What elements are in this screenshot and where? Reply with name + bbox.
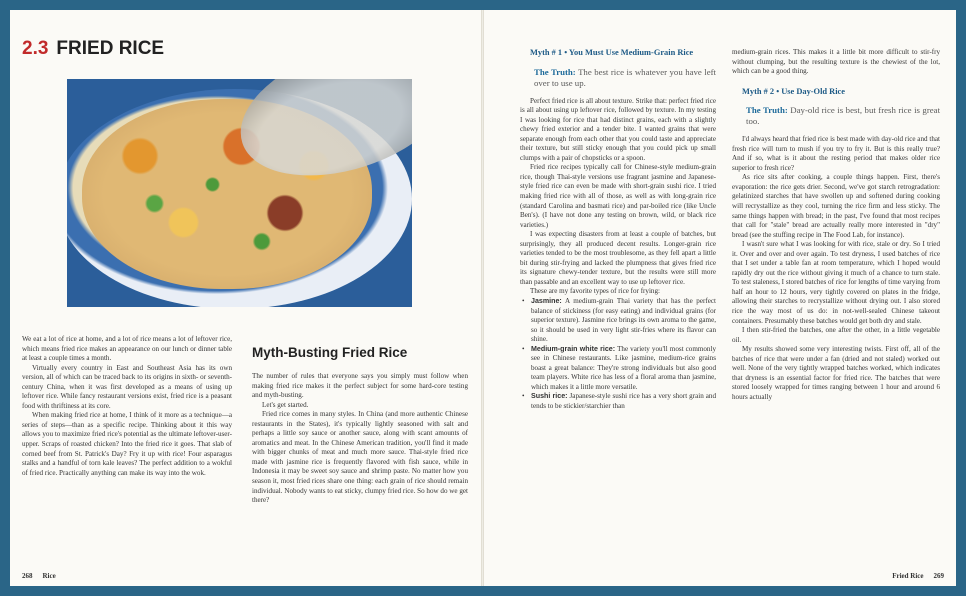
intro-column: [22, 335, 232, 478]
col1-paragraph-3: I was expecting disasters from at least a couple of batches, but surprisingly, they all produced decent results. Longer-grain rice varieties tended to be the most troublesome, as they fell apart a little bit during stir-frying and lacked the plumpness that gives fried rice its signature chewy-tender texture, but the results were still more than passable and an excellent way to use up leftover rice.: [520, 230, 716, 286]
intro-paragraph-2: Virtually every country in East and Southeast Asia has its own version, all of which can be traced back to its origins in sixth- or seventh-century China, when it was first developed as a means of using up leftover rice. While fancy restaurant versions exist, fried rice is a peasant food with thriftiness at its core.: [22, 363, 232, 410]
col2-paragraph-5: My results showed some very interesting twists. First off, all of the batches of rice that were under a fan (dried and not staled) worked out well. None of the very tightly wrapped batches worked, which indicates that dryness is an essential factor for fried rice. The batches that were stored loosely wrapped for times ranging between 1 hour and around 6 hours actually: [732, 345, 940, 401]
myth-intro-column: [252, 372, 468, 506]
myth1-truth: [534, 67, 716, 89]
myth1-title: Myth # 1 • You Must Use Medium-Grain Rice: [530, 48, 694, 57]
col1-paragraph-1: Perfect fried rice is all about texture. Strike that: perfect fried rice is all about using up leftover rice, followed by texture. In my testing I was looking for rice that had distinct grains, each with a slightly chewy fried exterior and a tender bite. I wanted grains that were separate enough from each other that you could taste and appreciate their texture, but still sticky enough that you could pick up small clumps with a pair of chopsticks or a spoon.: [520, 96, 716, 162]
chapter-number: 2.3: [22, 38, 49, 59]
chapter-title: [22, 38, 164, 60]
right-folio: [892, 572, 944, 580]
bullet-sushi-term: Sushi rice:: [531, 392, 568, 401]
bullet-medium-grain-term: Medium-grain white rice:: [531, 344, 616, 353]
fried-rice-photo: [67, 79, 412, 307]
left-running-head: Rice: [42, 572, 56, 580]
right-running-head: Fried Rice: [892, 572, 924, 580]
left-page: [10, 10, 482, 586]
section-heading: Myth-Busting Fried Rice: [252, 345, 408, 360]
myth2-truth-text: Day-old rice is best, but fresh rice is great too.: [746, 105, 941, 127]
right-column-2: [732, 48, 940, 402]
col1-paragraph-2: Fried rice recipes typically call for Chinese-style medium-grain rice, though Thai-style versions use fragrant jasmine and Japanese-style fried rice can even be made with short-grain sushi rice. I tried making fried rice with all of those, as well as with long-grain rice (standard Carolina and basmati rice) and par-boiled rice (like Uncle Ben's). (I have not done any testing on brown, wild, or black rice varieties.): [520, 163, 716, 229]
bullet-jasmine-text: A medium-grain Thai variety that has the perfect balance of stickiness (for easy eating) and individual grains (for superior texture). Jasmine rice brings its own aroma to the game, so it should be used in very light stir-fries where its flavor can shine.: [531, 296, 716, 344]
myth-intro-paragraph-2: Let's get started.: [262, 400, 309, 409]
myth2-truth: [746, 105, 940, 127]
left-folio: [22, 572, 66, 580]
intro-paragraph-3: When making fried rice at home, I think of it more as a technique—a series of steps—than as a specific recipe. Thinking about it this way allows you to maximize fried rice's potential as the ultimate leftover-user-upper. Scraps of roasted chicken? Into the fried rice it goes. That slab of corned beef from St. Patrick's Day? Fry it up with rice! Four asparagus stalks and a handful of torn kale leaves? The perfect addition to a wokful of fried rice. Practically anything can make its way into the wok.: [22, 411, 232, 477]
col2-paragraph-3: I wasn't sure what I was looking for with rice, stale or dry. So I tried it. Over and over and over again. To test dryness, I used batches of rice that I set under a table fan at room temperature, which I hoped would rapidly dry out the rice without giving it much of a chance to turn stale. To test staleness, I stored batches of rice for lengths of time varying from half an hour to 12 hours, very tightly covered on plates in the fridge, allowing their starches to recrystallize without drying out. I also stored rice the way most of us do: in not-well-sealed Chinese takeout containers. Presumably these batches would get both dry and stale.: [732, 240, 940, 325]
bullet-jasmine: [520, 297, 716, 345]
col2-top-text: medium-grain rices. This makes it a little bit more difficult to stir-fry without clumping, but the resulting texture is the chewiest of the lot, which can be a good thing.: [732, 48, 940, 76]
myth2-truth-label: The Truth:: [746, 105, 788, 116]
col2-paragraph-1: I'd always heard that fried rice is best made with day-old rice and that fresh rice will turn to mush if you try to fry it. But is this really true? And if so, what is it about the resting period that makes older rice superior to fresh rice?: [732, 135, 940, 172]
intro-paragraph-1: We eat a lot of rice at home, and a lot of rice means a lot of leftover rice, which means fried rice makes an appearance on our lunch or dinner table at least a couple times a month.: [22, 335, 232, 363]
bullet-sushi-text: Japanese-style sushi rice has a very short grain and tends to be stickier/starchier than: [531, 392, 716, 410]
myth2-title: Myth # 2 • Use Day-Old Rice: [742, 86, 845, 96]
right-column-1: [520, 48, 716, 412]
bullet-medium-grain-text: The variety you'll most commonly see in Chinese restaurants. Like jasmine, medium-rice grains boast a great balance: They're strong individuals but also good team players. White rice has less of a floral aroma than jasmine, which makes it a little more versatile.: [531, 344, 716, 391]
chapter-title-text: FRIED RICE: [56, 38, 165, 59]
bullet-jasmine-term: Jasmine:: [531, 296, 562, 305]
right-page: [484, 10, 956, 586]
myth-intro-paragraph-1: The number of rules that everyone says you simply must follow when making fried rice makes it the perfect subject for some hard-core testing and myth-busting.: [252, 372, 468, 400]
myth1-truth-text: The best rice is whatever you have left over to use up.: [534, 66, 716, 88]
myth1-truth-label: The Truth:: [534, 66, 576, 77]
right-page-number: 269: [933, 572, 944, 580]
bullet-sushi: [520, 392, 716, 411]
bullet-medium-grain: [520, 345, 716, 393]
myth-intro-paragraph-3: Fried rice comes in many styles. In China (and more authentic Chinese restaurants in the States), it's typically lightly seasoned with salt and perhaps a little soy sauce or another sauce, along with scant amounts of aromatics and meat. In the Chinese American tradition, you'll find it made with bigger chunks of meat and much more sauce. Thai-style fried rice made with jasmine rice is frequently flavored with fish sauce, while in Indonesia it may be sweet soy sauce and shrimp paste. No matter how you season it, most fried rices share one thing: each grain of rice should remain individual. Nobody wants to eat sticky, clumpy fried rice. So how do we get there?: [252, 410, 468, 505]
left-page-number: 268: [22, 572, 33, 580]
col2-paragraph-4: I then stir-fried the batches, one after the other, in a little vegetable oil.: [732, 326, 940, 344]
col2-paragraph-2: As rice sits after cooking, a couple things happen. First, there's evaporation: the rice gets drier. Second, we've got starch retrogradation: gelatinized starches that have swollen up and softened during cooking will recrystallize as they cool, turning the rice firm and less sticky. The same things happen with bread; in the past, I've found that most recipes that call for "stale" bread are actually really more interested in "dry" bread (see the stuffing recipe in The Food Lab, for instance).: [732, 173, 940, 239]
col1-paragraph-4: These are my favorite types of rice for frying:: [530, 287, 660, 296]
